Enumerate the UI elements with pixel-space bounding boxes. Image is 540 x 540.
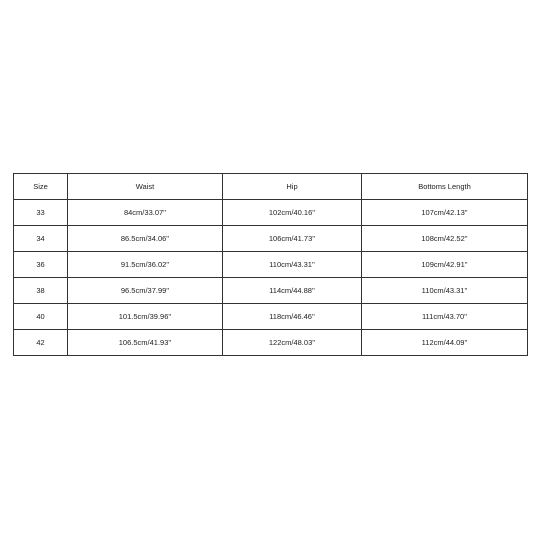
cell-bottoms-length: 109cm/42.91'': [362, 252, 528, 278]
header-row: [14, 174, 528, 200]
cell-bottoms-length: 111cm/43.70'': [362, 304, 528, 330]
header-size: Size: [14, 174, 68, 200]
cell-hip: 118cm/46.46'': [223, 304, 362, 330]
cell-hip: 106cm/41.73'': [223, 226, 362, 252]
table-row: [14, 226, 528, 252]
cell-size: 42: [14, 330, 68, 356]
cell-waist: 96.5cm/37.99'': [68, 278, 223, 304]
cell-bottoms-length: 110cm/43.31'': [362, 278, 528, 304]
cell-waist: 101.5cm/39.96'': [68, 304, 223, 330]
cell-bottoms-length: 108cm/42.52'': [362, 226, 528, 252]
cell-size: 33: [14, 200, 68, 226]
cell-hip: 102cm/40.16'': [223, 200, 362, 226]
cell-waist: 84cm/33.07'': [68, 200, 223, 226]
header-waist: Waist: [68, 174, 223, 200]
cell-waist: 86.5cm/34.06'': [68, 226, 223, 252]
table-row: [14, 252, 528, 278]
cell-hip: 114cm/44.88'': [223, 278, 362, 304]
cell-size: 38: [14, 278, 68, 304]
cell-size: 34: [14, 226, 68, 252]
cell-size: 36: [14, 252, 68, 278]
cell-hip: 122cm/48.03'': [223, 330, 362, 356]
cell-bottoms-length: 107cm/42.13'': [362, 200, 528, 226]
table-body: [14, 200, 528, 356]
cell-hip: 110cm/43.31'': [223, 252, 362, 278]
size-chart-table: [13, 173, 528, 356]
table-row: [14, 200, 528, 226]
cell-size: 40: [14, 304, 68, 330]
cell-bottoms-length: 112cm/44.09'': [362, 330, 528, 356]
cell-waist: 106.5cm/41.93'': [68, 330, 223, 356]
table-row: [14, 330, 528, 356]
header-bottoms-length: Bottoms Length: [362, 174, 528, 200]
table-header: [14, 174, 528, 200]
header-hip: Hip: [223, 174, 362, 200]
table-row: [14, 304, 528, 330]
cell-waist: 91.5cm/36.02'': [68, 252, 223, 278]
table-row: [14, 278, 528, 304]
